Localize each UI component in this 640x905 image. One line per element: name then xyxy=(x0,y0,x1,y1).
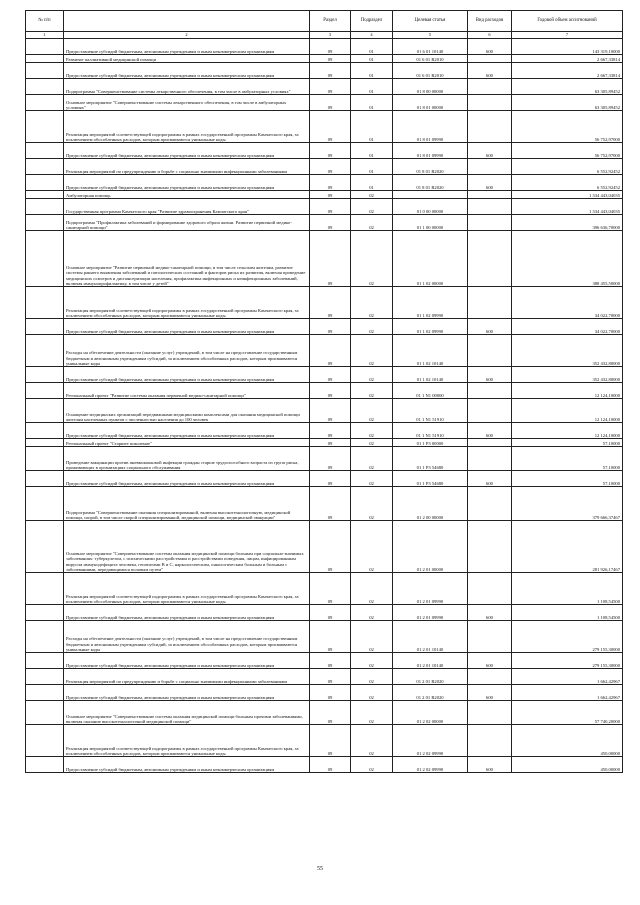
cell-target-article: 01 2 01 10140 xyxy=(393,653,468,669)
cell-expense-type xyxy=(468,447,512,471)
cell-section: 09 xyxy=(310,199,351,215)
cell-no xyxy=(26,175,64,191)
cell-name: Предоставление субсидий бюджетным, автономным учреждениям и иным некоммерческим организациям xyxy=(64,63,310,79)
page-number: 55 xyxy=(317,866,323,872)
cell-section: 09 xyxy=(310,439,351,447)
cell-no xyxy=(26,231,64,287)
cell-target-article: 01 1 02 09990 xyxy=(393,287,468,319)
cell-no xyxy=(26,439,64,447)
cell-name: Государственная программа Камчатского края "Развитие здравоохранения Камчатского края" xyxy=(64,199,310,215)
cell-no xyxy=(26,487,64,521)
cell-target-article: 01 8 01 R2020 xyxy=(393,159,468,175)
table-row xyxy=(26,573,623,605)
cell-expense-type: 600 xyxy=(468,423,512,439)
cell-target-article: 01 2 01 10140 xyxy=(393,621,468,653)
cell-no xyxy=(26,653,64,669)
cell-expense-type xyxy=(468,725,512,757)
cell-name: Предоставление субсидий бюджетным, автономным учреждениям и иным некоммерческим организациям xyxy=(64,175,310,191)
cell-subsection: 02 xyxy=(351,669,393,685)
cell-name: Амбулаторная помощь xyxy=(64,191,310,199)
cell-amount: 63 305,89452 xyxy=(512,79,623,95)
cell-no xyxy=(26,573,64,605)
table-row xyxy=(26,653,623,669)
cell-target-article: 01 2 02 09990 xyxy=(393,757,468,773)
cell-no xyxy=(26,335,64,367)
cell-expense-type: 600 xyxy=(468,143,512,159)
col-num: 6 xyxy=(468,32,512,39)
cell-target-article: 01 8 01 09990 xyxy=(393,111,468,143)
cell-target-article: 01 1 02 00000 xyxy=(393,231,468,287)
cell-expense-type xyxy=(468,521,512,573)
cell-no xyxy=(26,111,64,143)
cell-expense-type: 600 xyxy=(468,605,512,621)
cell-section: 09 xyxy=(310,159,351,175)
cell-expense-type: 600 xyxy=(468,685,512,701)
cell-amount: 12 124,10000 xyxy=(512,399,623,423)
cell-amount: 143 319,10000 xyxy=(512,39,623,55)
cell-section: 09 xyxy=(310,605,351,621)
cell-subsection: 02 xyxy=(351,199,393,215)
cell-target-article: 01 1 02 09990 xyxy=(393,319,468,335)
cell-section: 09 xyxy=(310,423,351,439)
cell-section: 09 xyxy=(310,95,351,111)
cell-section: 09 xyxy=(310,701,351,725)
table-row xyxy=(26,39,623,55)
cell-amount: 2 667,33814 xyxy=(512,63,623,79)
cell-no xyxy=(26,399,64,423)
cell-expense-type: 600 xyxy=(468,63,512,79)
cell-name: Основное мероприятие "Совершенствование системы оказания медицинской помощи больным прочими заболеваниями, включая оказание высокотехнологичной медицинской помощи" xyxy=(64,701,310,725)
cell-target-article: 01 2 01 R2020 xyxy=(393,669,468,685)
cell-subsection: 02 xyxy=(351,231,393,287)
col-num: 2 xyxy=(64,32,310,39)
cell-expense-type xyxy=(468,231,512,287)
table-row xyxy=(26,383,623,399)
cell-name: Реализация мероприятий по предупреждению и борьбе с социально значимыми инфекционными заболеваниями xyxy=(64,159,310,175)
cell-subsection: 02 xyxy=(351,399,393,423)
table-row xyxy=(26,487,623,521)
cell-expense-type xyxy=(468,573,512,605)
cell-no xyxy=(26,685,64,701)
cell-subsection: 01 xyxy=(351,111,393,143)
cell-name: Предоставление субсидий бюджетным, автономным учреждениям и иным некоммерческим организациям xyxy=(64,319,310,335)
cell-subsection: 01 xyxy=(351,95,393,111)
cell-amount: 1 108,54500 xyxy=(512,573,623,605)
table-row xyxy=(26,79,623,95)
cell-subsection: 02 xyxy=(351,439,393,447)
cell-name: Реализация мероприятий соответствующей подпрограммы в рамках государственной программы Камчатского края, за исключением обособленных расходов, которым присваиваются уникальные коды xyxy=(64,111,310,143)
table-row xyxy=(26,63,623,79)
cell-section: 09 xyxy=(310,111,351,143)
cell-no xyxy=(26,757,64,773)
cell-subsection: 01 xyxy=(351,63,393,79)
cell-name: Подпрограмма "Профилактика заболеваний и формирование здорового образа жизни. Развитие первичной медико-санитарной помощи" xyxy=(64,215,310,231)
cell-section: 09 xyxy=(310,725,351,757)
table-row xyxy=(26,685,623,701)
cell-target-article: 01 6 01 10140 xyxy=(393,39,468,55)
table-row xyxy=(26,423,623,439)
cell-expense-type: 600 xyxy=(468,39,512,55)
cell-section: 09 xyxy=(310,39,351,55)
cell-no xyxy=(26,621,64,653)
cell-amount: 34 022,70000 xyxy=(512,319,623,335)
cell-amount: 63 305,89452 xyxy=(512,95,623,111)
col-header-name xyxy=(64,11,310,32)
header-row xyxy=(26,11,623,32)
cell-name: Предоставление субсидий бюджетным, автономным учреждениям и иным некоммерческим организациям xyxy=(64,685,310,701)
cell-no xyxy=(26,159,64,175)
cell-no xyxy=(26,701,64,725)
cell-section: 09 xyxy=(310,287,351,319)
cell-subsection: 02 xyxy=(351,701,393,725)
col-num: 3 xyxy=(310,32,351,39)
cell-amount: 379 666,37467 xyxy=(512,487,623,521)
cell-expense-type xyxy=(468,191,512,199)
cell-subsection: 02 xyxy=(351,423,393,439)
cell-no xyxy=(26,215,64,231)
cell-no xyxy=(26,95,64,111)
cell-amount: 6 552,92452 xyxy=(512,159,623,175)
cell-name: Предоставление субсидий бюджетным, автономным учреждениям и иным некоммерческим организациям xyxy=(64,423,310,439)
cell-no xyxy=(26,191,64,199)
cell-name: Реализация мероприятий соответствующей подпрограммы в рамках государственной программы Камчатского края, за исключением обособленных расходов, которым присваиваются уникальные коды xyxy=(64,287,310,319)
cell-expense-type xyxy=(468,287,512,319)
cell-subsection: 01 xyxy=(351,79,393,95)
cell-subsection: 02 xyxy=(351,287,393,319)
table-row xyxy=(26,335,623,367)
cell-amount: 12 124,10000 xyxy=(512,423,623,439)
cell-target-article: 01 6 01 R2010 xyxy=(393,55,468,63)
cell-name: Реализация мероприятий соответствующей подпрограммы в рамках государственной программы Камчатского края, за исключением обособленных расходов, которым присваиваются уникальные коды xyxy=(64,573,310,605)
table-row xyxy=(26,159,623,175)
cell-name: Расходы на обеспечение деятельности (оказание услуг) учреждений, в том числе на предоставление государственным бюджетным и автономным учреждениям субсидий, за исключением обособленных расходов, которым присваиваются уникальные коды xyxy=(64,335,310,367)
cell-no xyxy=(26,605,64,621)
cell-amount: 56 752,97000 xyxy=(512,111,623,143)
cell-amount: 6 552,92452 xyxy=(512,175,623,191)
cell-amount: 57 740,20000 xyxy=(512,701,623,725)
cell-section: 09 xyxy=(310,487,351,521)
table-row xyxy=(26,143,623,159)
table-body xyxy=(26,39,623,773)
cell-section: 09 xyxy=(310,63,351,79)
cell-name: Реализация мероприятий по предупреждению и борьбе с социально значимыми инфекционными заболеваниями xyxy=(64,669,310,685)
cell-amount: 450,00000 xyxy=(512,757,623,773)
cell-name: Проведение вакцинации против пневмококковой инфекции граждан старше трудоспособного возраста из групп риска, проживающих в организациях социального обслуживания xyxy=(64,447,310,471)
cell-target-article: 01 1 N1 51910 xyxy=(393,423,468,439)
cell-subsection: 02 xyxy=(351,319,393,335)
cell-target-article: 01 2 00 00000 xyxy=(393,487,468,521)
table-row xyxy=(26,367,623,383)
cell-section: 09 xyxy=(310,383,351,399)
cell-section: 09 xyxy=(310,471,351,487)
cell-target-article: 01 8 00 00000 xyxy=(393,79,468,95)
cell-target-article: 01 2 01 00000 xyxy=(393,521,468,573)
cell-section: 09 xyxy=(310,653,351,669)
cell-section: 09 xyxy=(310,669,351,685)
cell-subsection: 01 xyxy=(351,159,393,175)
cell-subsection: 01 xyxy=(351,175,393,191)
cell-no xyxy=(26,471,64,487)
cell-target-article: 01 1 00 00000 xyxy=(393,215,468,231)
cell-section: 09 xyxy=(310,447,351,471)
cell-amount: 57,10000 xyxy=(512,471,623,487)
cell-amount: 388 455,50000 xyxy=(512,231,623,287)
cell-no xyxy=(26,367,64,383)
cell-expense-type: 600 xyxy=(468,175,512,191)
table-row xyxy=(26,319,623,335)
col-header-section: Раздел xyxy=(310,11,351,32)
col-header-subsection: Подраздел xyxy=(351,11,393,32)
col-num: 7 xyxy=(512,32,623,39)
table-row xyxy=(26,447,623,471)
cell-amount: 279 155,30000 xyxy=(512,653,623,669)
table-row xyxy=(26,521,623,573)
cell-amount: 12 124,10000 xyxy=(512,383,623,399)
cell-name: Региональный проект "Старшее поколение" xyxy=(64,439,310,447)
cell-target-article: 01 2 01 09990 xyxy=(393,573,468,605)
cell-section: 09 xyxy=(310,367,351,383)
table-row xyxy=(26,439,623,447)
cell-target-article: 01 8 01 R2020 xyxy=(393,175,468,191)
cell-no xyxy=(26,669,64,685)
cell-subsection: 02 xyxy=(351,725,393,757)
cell-target-article: 01 2 01 09990 xyxy=(393,605,468,621)
cell-expense-type xyxy=(468,383,512,399)
cell-subsection: 02 xyxy=(351,573,393,605)
cell-subsection: 02 xyxy=(351,335,393,367)
table-row xyxy=(26,191,623,199)
cell-subsection: 02 xyxy=(351,521,393,573)
cell-section: 09 xyxy=(310,757,351,773)
table-row xyxy=(26,287,623,319)
cell-amount: 2 667,33814 xyxy=(512,55,623,63)
cell-amount: 56 752,97000 xyxy=(512,143,623,159)
cell-no xyxy=(26,447,64,471)
cell-name: Предоставление субсидий бюджетным, автономным учреждениям и иным некоммерческим организациям xyxy=(64,143,310,159)
cell-name: Развитие паллиативной медицинской помощи xyxy=(64,55,310,63)
cell-amount: 450,00000 xyxy=(512,725,623,757)
cell-subsection: 02 xyxy=(351,487,393,521)
cell-subsection: 02 xyxy=(351,367,393,383)
cell-name: Предоставление субсидий бюджетным, автономным учреждениям и иным некоммерческим организациям xyxy=(64,757,310,773)
cell-no xyxy=(26,63,64,79)
cell-target-article: 01 1 P3 00000 xyxy=(393,439,468,447)
table-row xyxy=(26,95,623,111)
cell-subsection: 02 xyxy=(351,621,393,653)
cell-amount: 1 108,54500 xyxy=(512,605,623,621)
cell-subsection: 02 xyxy=(351,447,393,471)
cell-name: Подпрограмма "Совершенствование системы лекарственного обеспечения, в том числе в амбулаторных условиях" xyxy=(64,79,310,95)
cell-amount: 57,10000 xyxy=(512,439,623,447)
table-row xyxy=(26,669,623,685)
cell-no xyxy=(26,725,64,757)
cell-name: Реализация мероприятий соответствующей подпрограммы в рамках государственной программы Камчатского края, за исключением обособленных расходов, которым присваиваются уникальные коды xyxy=(64,725,310,757)
cell-no xyxy=(26,319,64,335)
cell-subsection: 02 xyxy=(351,653,393,669)
cell-name: Предоставление субсидий бюджетным, автономным учреждениям и иным некоммерческим организациям xyxy=(64,367,310,383)
table-row xyxy=(26,111,623,143)
cell-section: 09 xyxy=(310,621,351,653)
table-row xyxy=(26,399,623,423)
table-row xyxy=(26,757,623,773)
cell-name: Расходы на обеспечение деятельности (оказание услуг) учреждений, в том числе на предоставление государственным бюджетным и автономным учреждениям субсидий, за исключением обособленных расходов, которым присваиваются уникальные коды xyxy=(64,621,310,653)
cell-expense-type xyxy=(468,159,512,175)
cell-section: 09 xyxy=(310,231,351,287)
cell-name: Оснащение медицинских организаций передвижными медицинскими комплексами для оказания медицинской помощи жителям населенных пунктов с численностью населения до 100 человек xyxy=(64,399,310,423)
cell-amount: 281 926,17467 xyxy=(512,521,623,573)
cell-section: 09 xyxy=(310,175,351,191)
cell-name: Предоставление субсидий бюджетным, автономным учреждениям и иным некоммерческим организациям xyxy=(64,39,310,55)
cell-subsection: 02 xyxy=(351,383,393,399)
cell-section: 09 xyxy=(310,399,351,423)
cell-section: 09 xyxy=(310,335,351,367)
cell-name: Основное мероприятие "Совершенствование системы лекарственного обеспечения, в том числе в амбулаторных условиях" xyxy=(64,95,310,111)
cell-amount: 1 334 443,04035 xyxy=(512,199,623,215)
cell-target-article: 01 8 01 09990 xyxy=(393,143,468,159)
budget-table xyxy=(25,10,623,773)
cell-subsection: 02 xyxy=(351,685,393,701)
cell-target-article: 01 1 N1 00000 xyxy=(393,383,468,399)
cell-no xyxy=(26,521,64,573)
table-row xyxy=(26,605,623,621)
cell-name: Предоставление субсидий бюджетным, автономным учреждениям и иным некоммерческим организациям xyxy=(64,471,310,487)
cell-amount: 1 334 443,04035 xyxy=(512,191,623,199)
cell-amount: 352 432,80000 xyxy=(512,335,623,367)
cell-no xyxy=(26,55,64,63)
cell-expense-type xyxy=(468,701,512,725)
cell-no xyxy=(26,143,64,159)
budget-sheet xyxy=(25,10,622,773)
cell-section: 09 xyxy=(310,191,351,199)
cell-target-article xyxy=(393,191,468,199)
cell-no xyxy=(26,423,64,439)
cell-name: Региональный проект "Развитие системы оказания первичной медико-санитарной помощи" xyxy=(64,383,310,399)
cell-target-article: 01 1 P3 54680 xyxy=(393,471,468,487)
cell-expense-type: 600 xyxy=(468,319,512,335)
col-header-target: Целевая статья xyxy=(393,11,468,32)
cell-name: Основное мероприятие "Развитие первичной медико-санитарной помощи, в том числе сельским жителям, развитие системы раннего выявления заболеваний и патологических состояний и факторов риска их развития, включая проведение медицинских осмотров и диспансеризации населения, профилактика инфекционных и неинфекционных заболеваний, включая иммунопрофилактику, в том числе у детей" xyxy=(64,231,310,287)
cell-section: 09 xyxy=(310,79,351,95)
cell-expense-type xyxy=(468,439,512,447)
cell-subsection: 02 xyxy=(351,215,393,231)
cell-section: 09 xyxy=(310,215,351,231)
cell-target-article: 01 2 02 09990 xyxy=(393,725,468,757)
cell-expense-type xyxy=(468,399,512,423)
table-row xyxy=(26,725,623,757)
cell-amount: 396 636,70000 xyxy=(512,215,623,231)
cell-no xyxy=(26,79,64,95)
cell-expense-type xyxy=(468,199,512,215)
cell-expense-type xyxy=(468,621,512,653)
cell-expense-type xyxy=(468,215,512,231)
cell-target-article: 01 1 02 10140 xyxy=(393,367,468,383)
cell-expense-type: 600 xyxy=(468,367,512,383)
cell-amount: 34 022,70000 xyxy=(512,287,623,319)
cell-amount: 1 662,42967 xyxy=(512,685,623,701)
cell-expense-type: 600 xyxy=(468,471,512,487)
col-header-amount: Годовой объем ассигнований xyxy=(512,11,623,32)
cell-section: 09 xyxy=(310,685,351,701)
cell-target-article: 01 8 01 00000 xyxy=(393,95,468,111)
table-row xyxy=(26,231,623,287)
table-row xyxy=(26,55,623,63)
cell-subsection: 02 xyxy=(351,471,393,487)
cell-expense-type xyxy=(468,79,512,95)
cell-target-article: 01 6 01 R2010 xyxy=(393,63,468,79)
cell-no xyxy=(26,39,64,55)
cell-target-article: 01 1 N1 51910 xyxy=(393,399,468,423)
cell-expense-type xyxy=(468,111,512,143)
cell-expense-type xyxy=(468,335,512,367)
col-header-exp-type: Вид расходов xyxy=(468,11,512,32)
cell-name: Предоставление субсидий бюджетным, автономным учреждениям и иным некоммерческим организациям xyxy=(64,653,310,669)
cell-amount: 352 432,80000 xyxy=(512,367,623,383)
table-row xyxy=(26,175,623,191)
cell-amount: 1 662,42967 xyxy=(512,669,623,685)
cell-subsection: 01 xyxy=(351,143,393,159)
col-header-no: № п/п xyxy=(26,11,64,32)
cell-section: 09 xyxy=(310,143,351,159)
cell-name: Основное мероприятие "Совершенствование системы оказания медицинской помощи больным при социально-значимых заболеваниях: туберкулезом, с психическими расстройствами и расстройствами поведения, лицам, инфицированным вирусом иммунодефицита человека, гепатитами В и С, наркологическим, онкологическим больным и больным с заболеваниями, передающимися половым путем" xyxy=(64,521,310,573)
cell-name: Предоставление субсидий бюджетным, автономным учреждениям и иным некоммерческим организациям xyxy=(64,605,310,621)
cell-amount: 279 155,30000 xyxy=(512,621,623,653)
cell-target-article: 01 2 02 00000 xyxy=(393,701,468,725)
cell-subsection: 02 xyxy=(351,757,393,773)
cell-no xyxy=(26,287,64,319)
table-row xyxy=(26,621,623,653)
cell-expense-type: 600 xyxy=(468,757,512,773)
cell-section: 09 xyxy=(310,521,351,573)
col-num: 4 xyxy=(351,32,393,39)
cell-subsection: 01 xyxy=(351,39,393,55)
cell-target-article: 01 0 00 00000 xyxy=(393,199,468,215)
table-row xyxy=(26,215,623,231)
col-num: 1 xyxy=(26,32,64,39)
cell-no xyxy=(26,199,64,215)
col-num: 5 xyxy=(393,32,468,39)
cell-no xyxy=(26,383,64,399)
cell-expense-type xyxy=(468,95,512,111)
table-row xyxy=(26,199,623,215)
cell-target-article: 01 1 02 10140 xyxy=(393,335,468,367)
cell-expense-type: 600 xyxy=(468,653,512,669)
cell-target-article: 01 1 P3 54680 xyxy=(393,447,468,471)
table-row xyxy=(26,701,623,725)
cell-target-article: 01 2 01 R2020 xyxy=(393,685,468,701)
cell-expense-type xyxy=(468,55,512,63)
cell-expense-type xyxy=(468,487,512,521)
cell-subsection: 02 xyxy=(351,191,393,199)
cell-section: 09 xyxy=(310,573,351,605)
cell-name: Подпрограмма "Совершенствование оказания специализированной, включая высокотехнологичную, медицинской помощи, скорой, в том числе скорой специализированной, медицинской помощи, медицинской эвакуации" xyxy=(64,487,310,521)
cell-section: 09 xyxy=(310,55,351,63)
table-row xyxy=(26,471,623,487)
cell-subsection: 01 xyxy=(351,55,393,63)
column-number-row xyxy=(26,32,623,39)
cell-subsection: 02 xyxy=(351,605,393,621)
cell-amount: 57,10000 xyxy=(512,447,623,471)
cell-section: 09 xyxy=(310,319,351,335)
cell-expense-type xyxy=(468,669,512,685)
